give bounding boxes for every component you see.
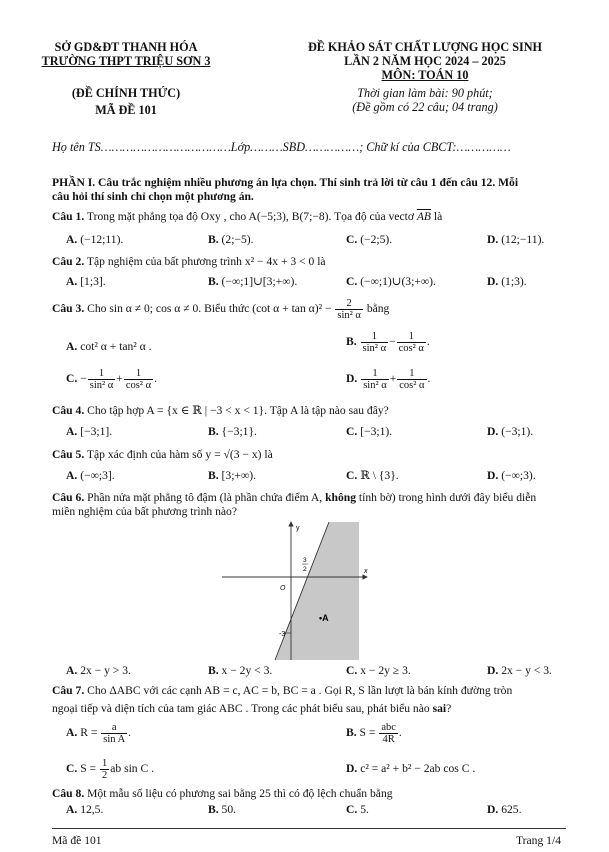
exam-code: MÃ ĐỀ 101 <box>95 103 157 117</box>
question-8: Câu 8. Một mẫu số liệu có phương sai bằng 25 thì có độ lệch chuẩn bằng <box>52 787 393 800</box>
q8-option-c[interactable]: C. 5. <box>346 803 369 816</box>
tick-neg: -3 <box>279 631 286 638</box>
half-plane-graph <box>222 520 377 662</box>
q7-option-a[interactable]: A. R = $\frac{a}{\text{sin A}}$ . <box>66 722 132 745</box>
exam-round: LẦN 2 NĂM HỌC 2024 – 2025 <box>344 54 506 68</box>
q2-option-c[interactable]: C. (−∞;1)∪(3;+∞). <box>346 275 436 288</box>
question-6: Câu 6. Phần nửa mặt phẳng tô đậm (là phần chứa điểm A, không tính bờ) trong hình dưới đây biểu diễn <box>52 491 537 504</box>
tick-den: 2 <box>303 566 307 573</box>
q2-option-b[interactable]: B. (−∞;1]∪[3;+∞). <box>208 275 298 288</box>
q5-option-d[interactable]: D. (−∞;3). <box>487 469 536 482</box>
question-3: Câu 3. Cho sin α ≠ 0; cos α ≠ 0. Biểu thức (cot α + tan α)² − $\frac{2}{\text{sin² α}}$ bằng <box>52 298 390 321</box>
q6-option-a[interactable]: A. 2x − y > 3. <box>66 664 131 677</box>
school-name: TRƯỜNG THPT TRIỆU SƠN 3 <box>41 54 211 68</box>
time-limit: Thời gian làm bài: 90 phút; <box>357 86 493 100</box>
footer-exam-code: Mã đề 101 <box>52 834 102 847</box>
department-name: SỞ GD&ĐT THANH HÓA <box>54 40 198 54</box>
q1-option-c[interactable]: C. (−2;5). <box>346 233 393 246</box>
q1-option-a[interactable]: A. (−12;11). <box>66 233 124 246</box>
student-info-line: Họ tên TS………………………………Lớp………SBD……………; Chữ kí của CBCT:…………… <box>52 140 511 154</box>
x-label: x <box>364 568 368 575</box>
q5-option-a[interactable]: A. (−∞;3]. <box>66 469 115 482</box>
q7-option-d[interactable]: D. c² = a² + b² − 2ab cos C . <box>346 762 476 775</box>
q5-option-b[interactable]: B. [3;+∞). <box>208 469 256 482</box>
q6-option-c[interactable]: C. x − 2y ≥ 3. <box>346 664 411 677</box>
q6-option-b[interactable]: B. x − 2y < 3. <box>208 664 273 677</box>
question-5: Câu 5. Tập xác định của hàm số y = √(3 − x) là <box>52 448 273 461</box>
footer-divider <box>52 828 566 829</box>
origin-label: O <box>280 585 286 592</box>
question-1: Câu 1. Trong mặt phẳng tọa độ Oxy , cho A(−5;3), B(7;−8). Tọa độ của vectơ $\overline{AB}$ là <box>52 210 443 223</box>
question-2: Câu 2. Tập nghiệm của bất phương trình x² − 4x + 3 < 0 là <box>52 255 326 268</box>
question-4: Câu 4. Cho tập hợp A = {x ∈ ℝ | −3 < x < 1}. Tập A là tập nào sau đây? <box>52 404 389 417</box>
q1-option-b[interactable]: B. (2;−5). <box>208 233 254 246</box>
q8-option-b[interactable]: B. 50. <box>208 803 237 816</box>
q4-option-d[interactable]: D. (−3;1). <box>487 425 534 438</box>
q3-option-b[interactable]: B. $\frac{1}{\text{sin² α}}$ − $\frac{1}{\text{cos² α}}$ . <box>346 331 430 354</box>
q2-option-d[interactable]: D. (1;3). <box>487 275 527 288</box>
q3-option-d[interactable]: D. $\frac{1}{\text{sin² α}}$ + $\frac{1}{\text{cos² α}}$ . <box>346 368 431 391</box>
tick-num: 3 <box>303 557 307 564</box>
part1-title-cont: câu hỏi thí sinh chỉ chọn một phương án. <box>52 190 254 203</box>
question-7-cont: ngoại tiếp và diện tích của tam giác ABC . Trong các phát biểu sau, phát biểu nào sai? <box>52 702 452 715</box>
q8-option-d[interactable]: D. 625. <box>487 803 522 816</box>
q7-option-b[interactable]: B. S = $\frac{\text{abc}}{4R}$ . <box>346 722 402 745</box>
q8-option-a[interactable]: A. 12,5. <box>66 803 104 816</box>
part1-title: PHẦN I. Câu trắc nghiệm nhiều phương án lựa chọn. Thí sinh trả lời từ câu 1 đến câu 12. Mỗi <box>52 176 519 189</box>
subject: MÔN: TOÁN 10 <box>381 68 469 82</box>
q5-option-c[interactable]: C. ℝ \ {3}. <box>346 469 399 482</box>
point-a: •A <box>319 613 329 623</box>
shaded-region <box>275 522 359 660</box>
q2-option-a[interactable]: A. [1;3]. <box>66 275 106 288</box>
q4-option-a[interactable]: A. [−3;1]. <box>66 425 113 438</box>
q4-option-b[interactable]: B. {−3;1}. <box>208 425 257 438</box>
page-count: (Đề gồm có 22 câu; 04 trang) <box>352 100 498 114</box>
q4-option-c[interactable]: C. [−3;1). <box>346 425 393 438</box>
y-label: y <box>296 525 300 532</box>
exam-title: ĐỀ KHẢO SÁT CHẤT LƯỢNG HỌC SINH <box>307 40 543 54</box>
question-7: Câu 7. Cho ΔABC với các cạnh AB = c, AC = b, BC = a . Gọi R, S lần lượt là bán kính đường tròn <box>52 684 513 697</box>
q3-option-c[interactable]: C. − $\frac{1}{\text{sin² α}}$ + $\frac{1}{\text{cos² α}}$ . <box>66 368 157 391</box>
q1-option-d[interactable]: D. (12;−11). <box>487 233 545 246</box>
official-label: (ĐỀ CHÍNH THỨC) <box>71 86 181 100</box>
footer-page-number: Trang 1/4 <box>516 834 561 847</box>
question-6-cont: miền nghiệm của bất phương trình nào? <box>52 505 237 518</box>
q3-option-a[interactable]: A. cot² α + tan² α . <box>66 340 152 353</box>
q6-option-d[interactable]: D. 2x − y < 3. <box>487 664 552 677</box>
q7-option-c[interactable]: C. S = $\frac{1}{2}$ ab sin C . <box>66 758 155 781</box>
